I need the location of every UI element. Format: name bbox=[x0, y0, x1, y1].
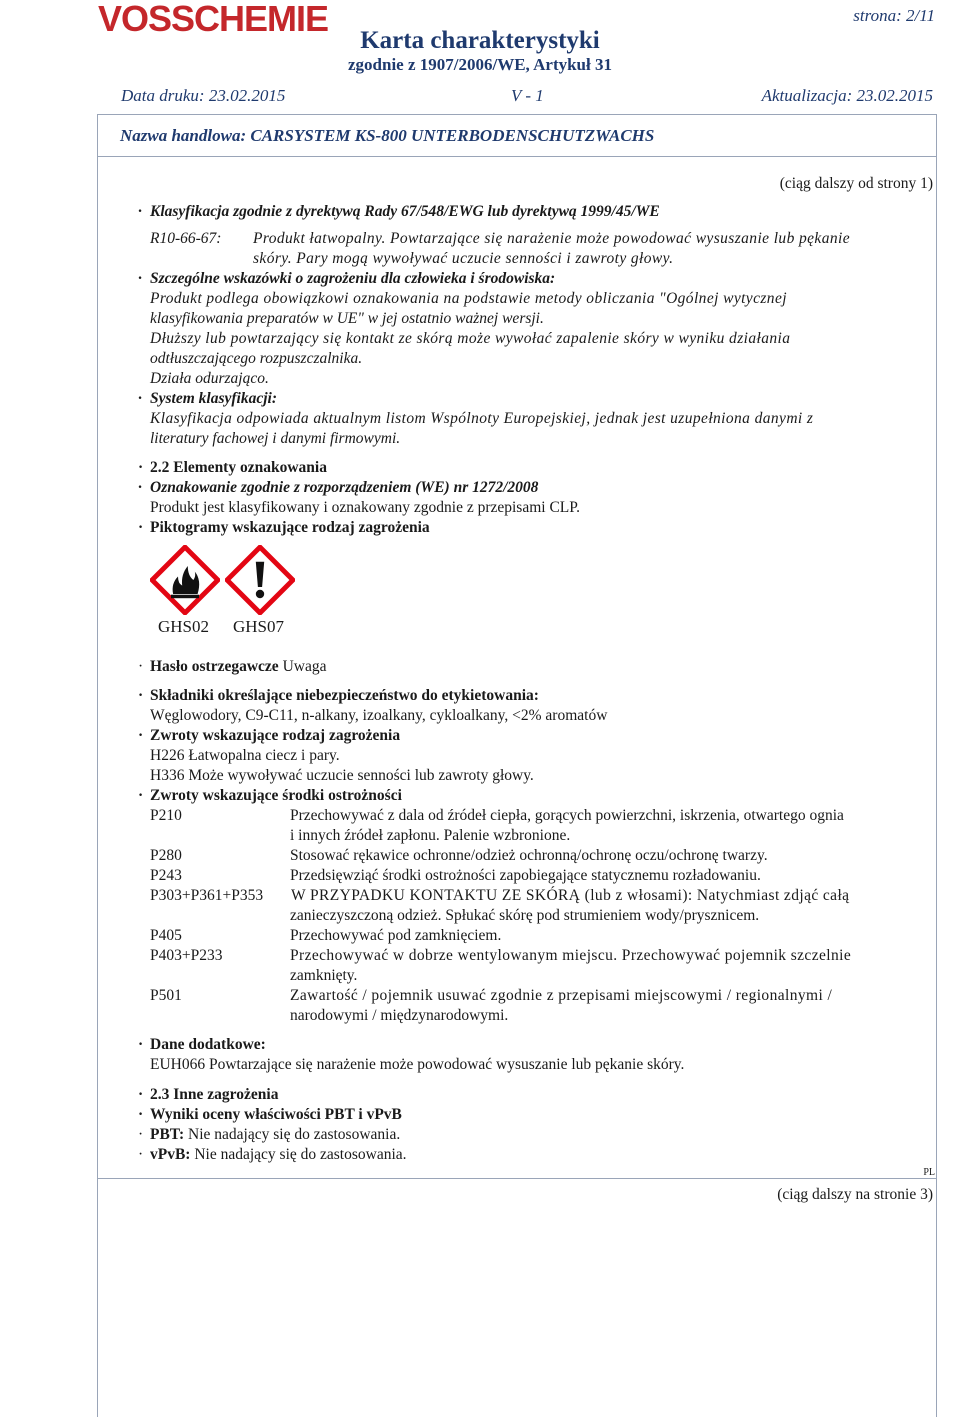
pbt-row: · PBT: Nie nadający się do zastosowania. bbox=[138, 1126, 401, 1143]
clp-heading: · Oznakowanie zgodnie z rozporządzeniem (WE) nr 1272/2008 bbox=[138, 479, 539, 496]
special-text-2b: odtłuszczającego rozpuszczalnika. bbox=[150, 350, 363, 367]
p210-code: P210 bbox=[150, 807, 182, 824]
section-2-2-heading: · 2.2 Elementy oznakowania bbox=[138, 459, 327, 476]
version: V - 1 bbox=[511, 86, 544, 105]
p303-text-2: zanieczyszczoną odzież. Spłukać skórę pod strumieniem wody/prysznicem. bbox=[290, 907, 760, 924]
p303-code: P303+P361+P353 bbox=[150, 887, 264, 904]
p280-code: P280 bbox=[150, 847, 182, 864]
additional-heading: · Dane dodatkowe: bbox=[138, 1036, 266, 1053]
p210-text-2: i innych źródeł zapłonu. Palenie wzbronione. bbox=[290, 827, 571, 844]
p243-code: P243 bbox=[150, 867, 182, 884]
components-text: Węglowodory, C9-C11, n-alkany, izoalkany, cykloalkany, <2% aromatów bbox=[150, 707, 608, 724]
components-heading: · Składniki określające niebezpieczeństwo do etykietowania: bbox=[138, 687, 539, 704]
system-heading: · System klasyfikacji: bbox=[138, 390, 277, 407]
r-text-line2: skóry. Pary mogą wywoływać uczucie senności i zawroty głowy. bbox=[253, 250, 674, 267]
document-title: Karta charakterystyki bbox=[360, 27, 600, 54]
special-text-1b: klasyfikowania preparatów w UE" w jej ostatnio ważnej wersji. bbox=[150, 310, 544, 327]
r-text-line1: Produkt łatwopalny. Powtarzające się narażenie może powodować wysuszanie lub pękanie bbox=[253, 230, 850, 247]
continued-to: (ciąg dalszy na stronie 3) bbox=[777, 1186, 933, 1203]
p501-code: P501 bbox=[150, 987, 182, 1004]
trade-name: Nazwa handlowa: CARSYSTEM KS-800 UNTERBODENSCHUTZWACHS bbox=[97, 114, 937, 157]
p501-text-2: narodowymi / międzynarodowymi. bbox=[290, 1007, 509, 1024]
exclamation-icon bbox=[225, 545, 295, 615]
section-2-3-heading: · 2.3 Inne zagrożenia bbox=[138, 1086, 279, 1103]
update-date: Aktualizacja: 23.02.2015 bbox=[761, 86, 933, 105]
p243-text: Przedsięwziąć środki ostrożności zapobiegające statycznemu rozładowaniu. bbox=[290, 867, 761, 884]
p303-text: W PRZYPADKU KONTAKTU ZE SKÓRĄ (lub z włosami): Natychmiast zdjąć całą bbox=[291, 887, 850, 904]
h336: H336 Może wywoływać uczucie senności lub zawroty głowy. bbox=[150, 767, 534, 784]
p403-text-2: zamknięty. bbox=[290, 967, 358, 984]
r-code: R10-66-67: bbox=[150, 230, 222, 247]
p403-text: Przechowywać w dobrze wentylowanym miejscu. Przechowywać pojemnik szczelnie bbox=[290, 947, 852, 964]
company-logo: VOSSCHEMIE bbox=[98, 0, 329, 39]
classification-heading: · Klasyfikacja zgodnie z dyrektywą Rady 67/548/EWG lub dyrektywą 1999/45/WE bbox=[138, 203, 660, 220]
system-text-1b: literatury fachowej i danymi firmowymi. bbox=[150, 430, 401, 447]
special-heading: · Szczególne wskazówki o zagrożeniu dla człowieka i środowiska: bbox=[138, 270, 556, 287]
page-number: strona: 2/11 bbox=[853, 6, 935, 25]
continued-from: (ciąg dalszy od strony 1) bbox=[779, 175, 933, 192]
pbt-assessment-heading: · Wyniki oceny właściwości PBT i vPvB bbox=[138, 1106, 402, 1123]
ghs07-label: GHS07 bbox=[233, 617, 285, 636]
system-text-1a: Klasyfikacja odpowiada aktualnym listom Wspólnoty Europejskiej, jednak jest uzupełniona danymi z bbox=[150, 410, 814, 427]
print-date: Data druku: 23.02.2015 bbox=[121, 86, 286, 105]
flame-icon bbox=[150, 545, 220, 615]
document-subtitle: zgodnie z 1907/2006/WE, Artykuł 31 bbox=[348, 55, 612, 74]
p403-code: P403+P233 bbox=[150, 947, 223, 964]
ghs02-label: GHS02 bbox=[158, 617, 210, 636]
footer-divider bbox=[97, 1178, 937, 1179]
clp-text: Produkt jest klasyfikowany i oznakowany zgodnie z przepisami CLP. bbox=[150, 499, 581, 516]
h226: H226 Łatwopalna ciecz i pary. bbox=[150, 747, 340, 764]
precaution-heading: · Zwroty wskazujące środki ostrożności bbox=[138, 787, 402, 804]
p501-text: Zawartość / pojemnik usuwać zgodnie z przepisami miejscowymi / regionalnymi / bbox=[290, 987, 833, 1004]
p405-text: Przechowywać pod zamknięciem. bbox=[290, 927, 502, 944]
pictograms-heading: · Piktogramy wskazujące rodzaj zagrożenia bbox=[138, 519, 430, 536]
p405-code: P405 bbox=[150, 927, 182, 944]
special-text-1a: Produkt podlega obowiązkowi oznakowania na podstawie metody obliczania "Ogólnej wytycznej bbox=[150, 290, 787, 307]
p280-text: Stosować rękawice ochronne/odzież ochronną/ochronę oczu/ochronę twarzy. bbox=[290, 847, 768, 864]
signal-word-row: · Hasło ostrzegawcze Uwaga bbox=[138, 658, 327, 675]
p210-text: Przechowywać z dala od źródeł ciepła, gorących powierzchni, iskrzenia, otwartego ognia bbox=[290, 807, 844, 824]
special-text-3: Działa odurzająco. bbox=[150, 370, 269, 387]
hazard-heading: · Zwroty wskazujące rodzaj zagrożenia bbox=[138, 727, 401, 744]
vpvb-row: · vPvB: Nie nadający się do zastosowania. bbox=[138, 1146, 407, 1163]
euh066: EUH066 Powtarzające się narażenie może powodować wysuszanie lub pękanie skóry. bbox=[150, 1056, 685, 1073]
language-code: PL bbox=[923, 1167, 935, 1178]
special-text-2a: Dłuższy lub powtarzający się kontakt ze skórą może wywołać zapalenie skóry w wyniku działania bbox=[150, 330, 791, 347]
